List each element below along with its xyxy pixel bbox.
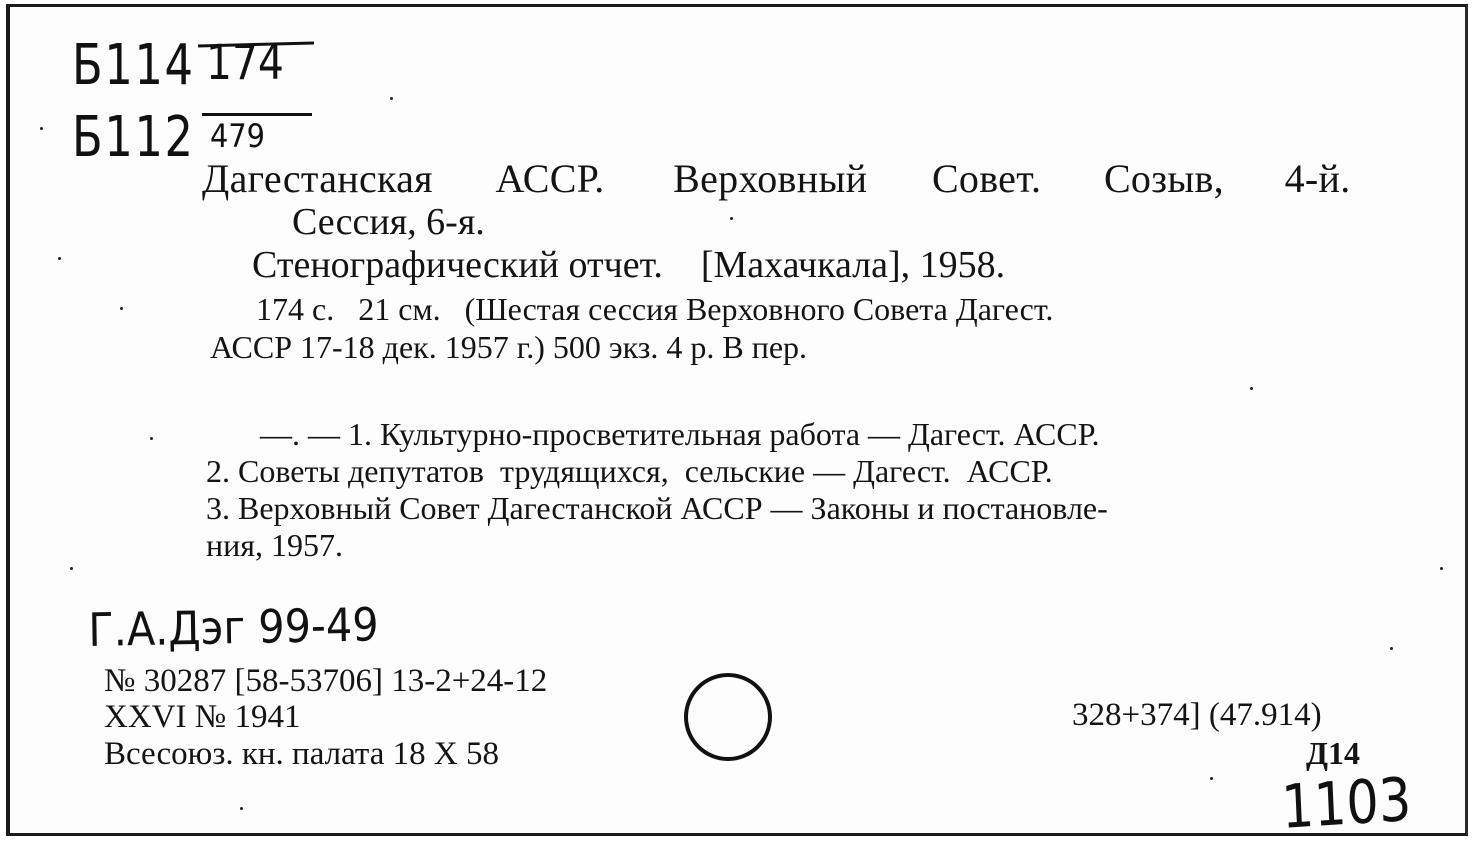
heading-word: Верховный [673,156,868,201]
scan-speck [120,307,123,310]
heading-word: Созыв, [1103,156,1224,201]
collation-line-2: АССР 17-18 дек. 1957 г.) 500 экз. 4 р. В пер. [210,329,808,365]
heading-word: АССР. [495,156,605,201]
scan-speck [240,807,243,810]
classification-index: 328+374] (47.914) [1072,697,1322,733]
shelf-mark-2: Б112 [72,105,195,170]
heading-word: Дагестанская [202,156,433,201]
scan-speck [1250,387,1253,390]
catalog-card [6,4,1468,843]
session-line: Сессия, 6-я. [292,201,485,243]
volume-number-line: XXVI № 1941 [104,699,301,735]
scan-speck [70,567,73,570]
tracing-line-4: ния, 1957. [206,527,343,563]
scan-speck [150,437,153,440]
punch-hole-circle [684,673,772,761]
entry-heading [202,155,1351,202]
scan-speck [730,217,733,220]
shelf-mark-1: Б114 [72,33,195,98]
scan-speck [1440,567,1443,570]
heading-word: 4-й. [1284,156,1351,201]
title-line: Стенографический отчет. [Махачкала], 1958. [252,244,1006,286]
fraction-rule-2 [202,113,312,116]
shelf-fraction-1: 174 [206,35,284,91]
collation-line-1: 174 с. 21 см. (Шестая сессия Верховного Совета Дагест. [256,291,1054,327]
scan-speck [58,257,61,260]
handwritten-number: 1103 [1280,765,1413,843]
tracing-line-1: —. — 1. Культурно-просветительная работа — Дагест. АССР. [260,416,1100,452]
chamber-date-line: Всесоюз. кн. палата 18 X 58 [104,736,499,772]
author-code: Д14 [1306,735,1361,771]
handwritten-code: Г.А.Дэг 99-49 [88,597,379,657]
heading-word: Совет. [931,156,1042,201]
tracing-line-2: 2. Советы депутатов трудящихся, сельские — Дагест. АССР. [206,453,1053,489]
record-number-line: № 30287 [58-53706] 13-2+24-12 [104,663,548,699]
scan-speck [1210,777,1213,780]
scan-speck [1390,647,1393,650]
tracing-line-3: 3. Верховный Совет Дагестанской АССР — Законы и постановле- [206,490,1108,526]
scan-speck [40,127,43,130]
scan-speck [390,97,393,100]
shelf-fraction-2: 479 [210,117,265,155]
